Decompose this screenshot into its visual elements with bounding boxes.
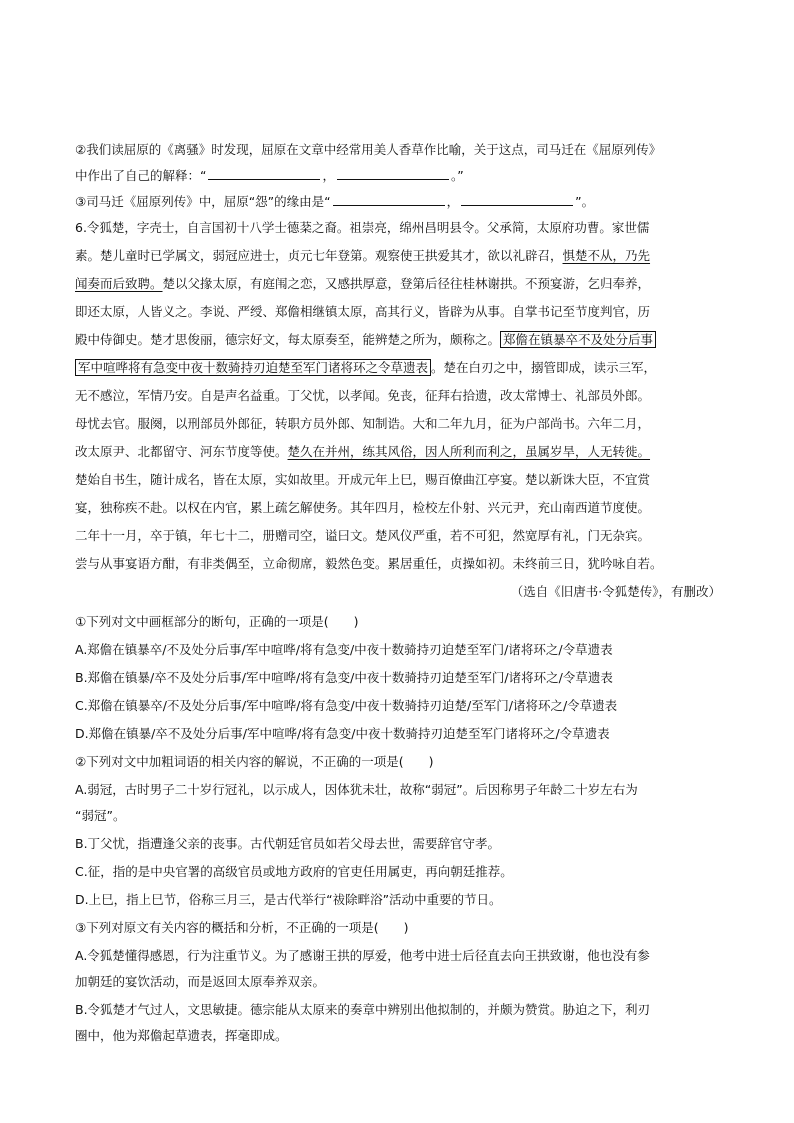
q2-option-c[interactable]: C.征，指的是中央官署的高级官员或地方政府的官吏任用属吏，再向朝廷推荐。 [75, 864, 513, 879]
q2-option-a[interactable]: A.弱冠，古时男子二十岁行冠礼，以示成人，因体犹未壮，故称“弱冠”。后因称男子年龄二十岁左右为 [75, 782, 638, 797]
q3-5-line: ③司马迁《屈原列传》中，屈原“怨”的缘由是“ ， ”。 [75, 194, 595, 209]
passage-line: 素。楚儿童时已学属文，弱冠应进士，贞元七年登第。观察使王拱爱其才，欲以礼辟召，惧楚不从，乃先 [75, 248, 651, 263]
passage-line: 无不感泣，军情乃安。自是声名益重。丁父忧，以孝闻。免丧，征拜右拾遗，改太常博士、礼部员外郎。 [75, 388, 651, 403]
q3-option-b-cont: 圈中，他为郑儋起草遗表，挥毫即成。 [75, 1028, 288, 1043]
q2-5-line-2: 中作出了自己的解释：“ ， 。” [75, 168, 464, 183]
underlined-text: 闻奏而后致聘。 [75, 276, 163, 291]
source-citation: （选自《旧唐书·令狐楚传》，有删改） [510, 584, 721, 599]
q2-option-a-cont: “弱冠”。 [75, 808, 126, 823]
q1-option-c[interactable]: C.郑儋在镇暴卒/不及处分后事/军中喧哗/将有急变/中夜十数骑持刃迫楚/至军门/诸将环之/令草遗表 [75, 698, 618, 713]
passage-line: 即还太原，人皆义之。李说、严绶、郑儋相继镇太原，高其行义，皆辟为从事。自掌书记至节度判官，历 [75, 304, 651, 319]
framed-text: 军中喧哗将有急变中夜十数骑持刃迫楚至军门诸将环之令草遗表 [75, 359, 431, 376]
passage-line: 改太原尹、北都留守、河东节度等使。楚久在并州，练其风俗，因人所利而利之，虽属岁旱，人无转徙。 [75, 444, 651, 459]
passage-line: 闻奏而后致聘。楚以父掾太原，有庭闱之恋，又感拱厚意，登第后径往桂林谢拱。不预宴游，乞归奉养， [75, 276, 651, 291]
passage-line: 6.令狐楚，字壳士，自言国初十八学士德棻之裔。祖崇亮，绵州昌明县令。父承简，太原府功曹。家世儒 [75, 220, 650, 235]
answer-blank[interactable] [461, 193, 573, 206]
framed-text: 郑儋在镇暴卒不及处分后事 [500, 331, 656, 348]
passage-line: 楚始自书生，随计成名，皆在太原，实如故里。开成元年上巳，赐百僚曲江亭宴。楚以新诛大臣，不宜赏 [75, 472, 651, 487]
underlined-text: 楚久在并州，练其风俗，因人所利而利之，虽属岁旱，人无转徙。 [287, 444, 651, 459]
question-3-stem: ③下列对原文有关内容的概括和分析，不正确的一项是( ) [75, 920, 409, 935]
passage-line: 宴，独称疾不赴。以权在内官，累上疏乞解使务。其年四月，检校左仆射、兴元尹，充山南西道节度使。 [75, 500, 651, 515]
answer-blank[interactable] [208, 167, 320, 180]
q1-option-d[interactable]: D.郑儋在镇暴/卒不及处分后事/军中喧哗/将有急变/中夜十数骑持刃迫楚至军门诸将环之/令草遗表 [75, 726, 610, 741]
q3-option-a[interactable]: A.令狐楚懂得感恩，行为注重节义。为了感谢王拱的厚爱，他考中进士后径直去向王拱致谢，他也没有参 [75, 948, 650, 963]
q1-option-a[interactable]: A.郑儋在镇暴卒/不及处分后事/军中喧哗/将有急变/中夜十数骑持刃迫楚至军门/诸将环之/令草遗表 [75, 642, 613, 657]
question-1-stem: ①下列对文中画框部分的断句，正确的一项是( ) [75, 614, 359, 629]
passage-line: 母忧去官。服阕，以刑部员外郎征，转职方员外郎、知制诰。大和二年九月，征为户部尚书。六年二月， [75, 416, 651, 431]
passage-line: 殿中侍御史。楚才思俊丽，德宗好文，每太原奏至，能辨楚之所为，颇称之。 郑儋在镇暴卒不及处分后事 [75, 330, 721, 352]
q2-5-line-1: ②我们读屈原的《离骚》时发现，屈原在文章中经常用美人香草作比喻，关于这点，司马迁在《屈原列传》 [75, 142, 662, 157]
q3-option-a-cont: 加朝廷的宴饮活动，而是返回太原奉养双亲。 [75, 974, 326, 989]
passage-line: 军中喧哗将有急变中夜十数骑持刃迫楚至军门诸将环之令草遗表 。楚在白刃之中，搦管即成，读示三军， [75, 358, 721, 380]
passage-line: 二年十一月，卒于镇，年七十二，册赠司空，谥曰文。楚风仪严重，若不可犯，然宽厚有礼，门无杂宾。 [75, 528, 651, 543]
question-2-stem: ②下列对文中加粗词语的相关内容的解说，不正确的一项是( ) [75, 754, 434, 769]
underlined-text: 惧楚不从，乃先 [562, 248, 651, 263]
passage-line: 尝与从事宴语方酣，有非类偶至，立命彻席，毅然色变。累居重任，贞操如初。未终前三日，犹吟咏自若。 [75, 556, 663, 571]
answer-blank[interactable] [337, 167, 449, 180]
q3-option-b[interactable]: B.令狐楚才气过人，文思敏捷。德宗能从太原来的奏章中辨别出他拟制的，并颇为赞赏。胁迫之下，利刃 [75, 1002, 651, 1017]
q2-option-b[interactable]: B.丁父忧，指遭逢父亲的丧事。古代朝廷官员如若父母去世，需要辞官守孝。 [75, 836, 501, 851]
answer-blank[interactable] [333, 193, 445, 206]
q2-option-d[interactable]: D.上巳，指上巳节，俗称三月三，是古代举行“祓除畔浴”活动中重要的节日。 [75, 892, 502, 907]
q1-option-b[interactable]: B.郑儋在镇暴/卒不及处分后事/军中喧哗/将有急变/中夜十数骑持刃迫楚至军门/诸将环之/令草遗表 [75, 670, 613, 685]
